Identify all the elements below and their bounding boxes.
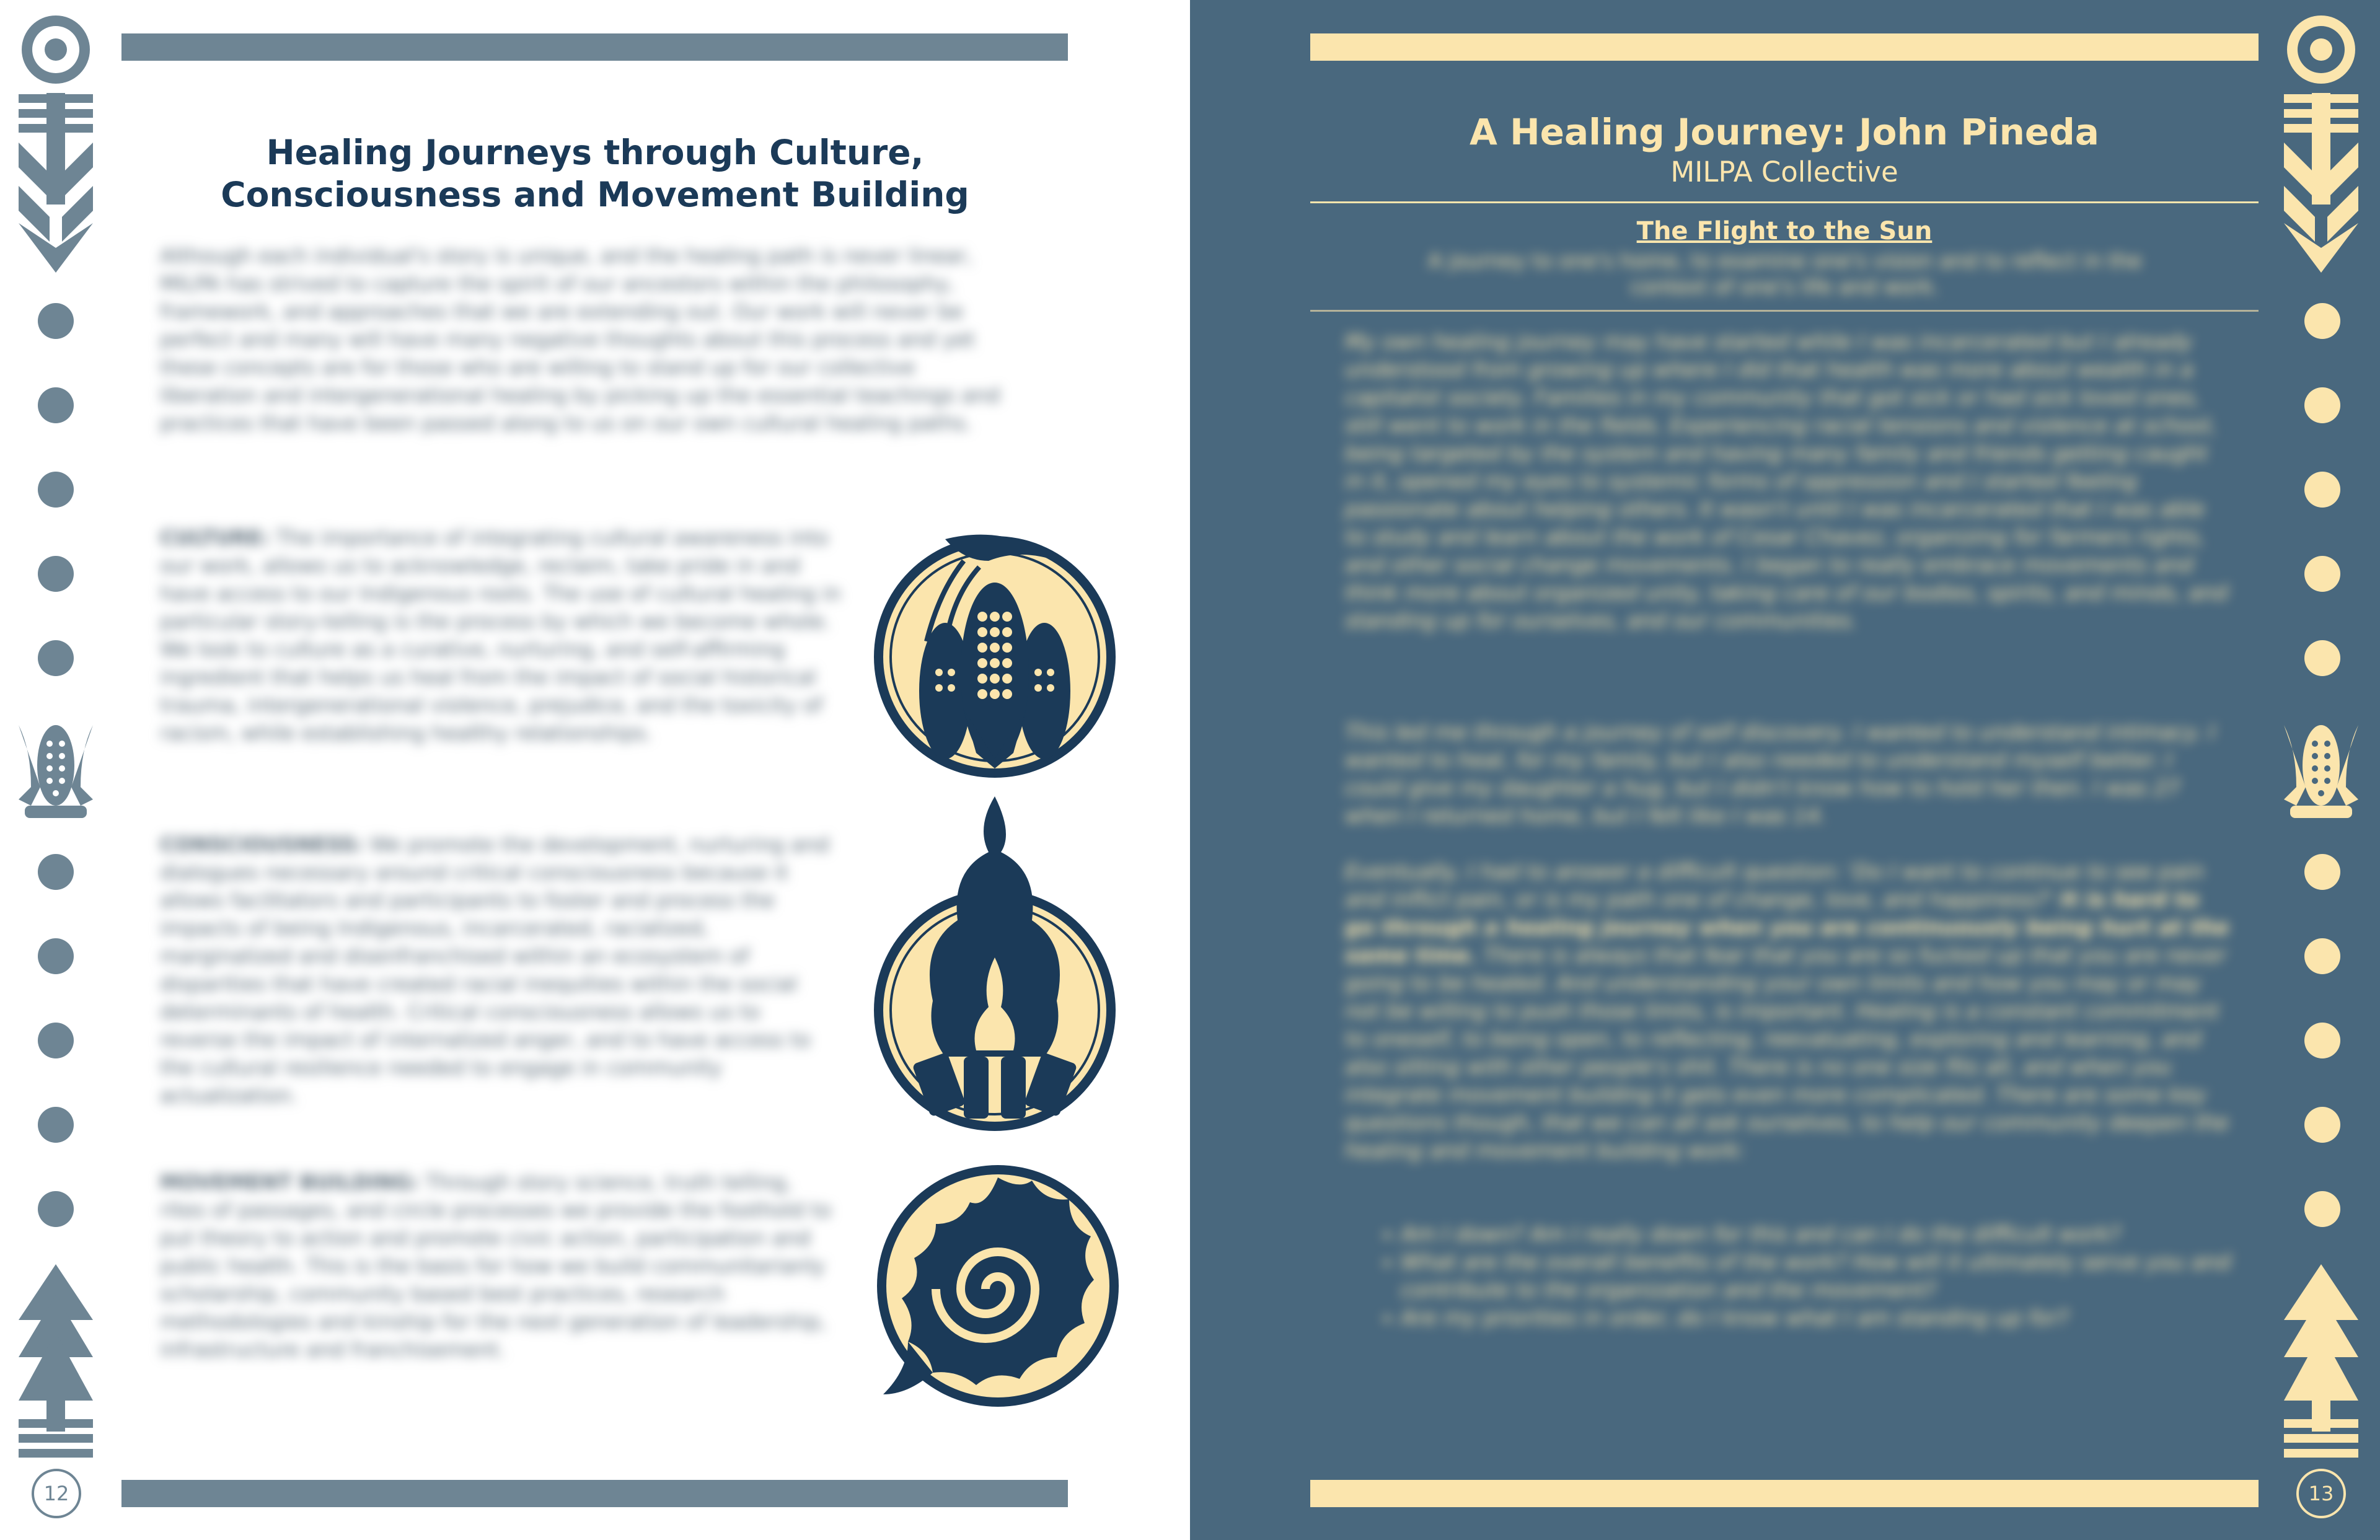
top-rule-left: [121, 33, 1068, 61]
key-questions-list: [1382, 1221, 2237, 1332]
border-dot: [2304, 1191, 2340, 1227]
bottom-rule-left: [121, 1480, 1068, 1507]
border-dot: [38, 303, 74, 339]
page-title-right: A Healing Journey: John Pineda: [1470, 111, 2099, 153]
bottom-rule-right: [1310, 1480, 2259, 1507]
border-dot: [2304, 387, 2340, 423]
section-heading: The Flight to the Sun: [1636, 217, 1933, 245]
movement-building-paragraph: [160, 1168, 842, 1363]
border-dot: [38, 640, 74, 676]
top-border-ornament-left: [12, 12, 99, 279]
list-item: • What are the overall benefits of the work? How will it ultimately serve you and contribute to the organization and the movement?: [1401, 1249, 2237, 1305]
paragraph-3-start: Eventually, I had to answer a difficult question: 'Do I want to continue to see pain and inflict pain, or is my path one of change, love, and happiness?': [1345, 860, 2205, 912]
movement-text: Through story science, truth telling, rites of passages, and circle processes we provide the foothold to put theory to action and promote civic action, participation and public health. This is the basis for how we build communitarianly scholarship, community based best practices, research methodologies and kinship for the next generation of leadership, infrastructure and franchisement.: [160, 1170, 832, 1362]
page-subtitle-right: MILPA Collective: [1670, 156, 1898, 188]
page-number-left: 12: [32, 1469, 81, 1518]
top-rule-right: [1310, 33, 2259, 61]
border-dot: [2304, 303, 2340, 339]
list-item: • Am I down? Am I really down for this and can I do the difficult work?: [1401, 1221, 2237, 1249]
list-item: • Are my priorities in order, do I know what I am standing up for?: [1401, 1305, 2237, 1332]
border-dot: [2304, 938, 2340, 974]
border-dot: [38, 1191, 74, 1227]
border-dot: [2304, 556, 2340, 592]
consciousness-paragraph: [160, 830, 842, 1109]
border-dot: [38, 854, 74, 890]
spiral-shell-emblem-icon: [871, 1165, 1119, 1413]
culture-text: The importance of integrating cultural awareness into our work, allows us to acknowledge, reclaim, take pride in and have access to our Indigenous roots. The use of cultural healing in particular story-telling is the process by which we become whole. We look to culture as a curative, nurturing, and self-affirming ingredient that helps us heal from the impact of social historical trauma, intergenerational violence, prejudice, and the toxicity of racism, while establishing healthy relationships.: [160, 526, 841, 745]
border-dot: [38, 1023, 74, 1058]
culture-paragraph: [160, 524, 842, 747]
paragraph-3-end: There is always that fear that you are so fucked up that you are never going to be healed. And understanding your own limits and how you may or may not be willing to push those limits, is important. Healing is a constant commitment to oneself, to being open, to reflecting, reevaluating, exploring and learning, and also sitting with other people's shit. There is no one size fits all, and when you integrate movement building it gets even more complicated. There are some key questions though, that we can all ask ourselves, to help our community deepen the healing and movement building work:: [1345, 943, 2229, 1163]
border-dot: [2304, 640, 2340, 676]
culture-label: CULTURE:: [160, 526, 270, 550]
corn-emblem-icon: [871, 524, 1119, 784]
story-paragraph-2: This led me through a journey of self discovery. I wanted to understand intimacy. I wanted to heal, for my family, but I also needed to understand myself better. I could give my daughter a hug, but I didn't know how to hold her then. I was 27 when I returned home, but I felt like I was 14.: [1345, 720, 2216, 829]
corn-glyph-icon: [12, 713, 99, 824]
border-dot: [2304, 1107, 2340, 1143]
intro-paragraph-left: Although each individual's story is unique, and the healing path is never linear, MILPA has strived to capture the spirit of our ancestors within the philosophy, framework, and approaches that we are extending out. Our work will never be perfect and many will have many negative thoughts about this process and yet these concepts are for those who are willing to stand up for our collective liberation and intergenerational healing by picking up the essential teachings and practices that have been passed along to us on our own cultural healing paths.: [160, 244, 1000, 435]
corn-glyph-icon: [2278, 713, 2365, 824]
title-divider: [1310, 201, 2259, 203]
fire-emblem-icon: [871, 796, 1119, 1134]
page-number-right: 13: [2296, 1469, 2346, 1518]
bottom-border-ornament-right: [2278, 1264, 2365, 1463]
intro-divider: [1310, 310, 2259, 312]
consciousness-text: We promote the development, nurturing and dialogues necessary around critical consciousness because it allows facilitators and participants to foster and process the impacts of being Indigenous, incarcerated, racialized, marginalized and disenfranchised within an ecosystem of disparities that have created racial inequities within the social determinants of health. Critical consciousness allows us to reverse the impact of internalized anger, and to have access to the cultural resilience needed to engage in community actualization.: [160, 832, 829, 1107]
bottom-border-ornament-left: [12, 1264, 99, 1463]
border-dot: [38, 387, 74, 423]
story-paragraph-3: [1345, 858, 2231, 1165]
consciousness-label: CONSCIOUSNESS:: [160, 832, 364, 856]
intro-paragraph-right: A journey to one's home, to examine one's vision and to reflect in the context of one's life and work.: [1428, 249, 2142, 299]
border-dot: [2304, 472, 2340, 508]
paragraph-3-emphasis: It is hard to go through a healing journey when you are continuously being hurt at the same time.: [1345, 887, 2229, 968]
page-title-left: Healing Journeys through Culture, Consciousness and Movement Building: [221, 133, 969, 214]
story-paragraph-1: My own healing journey may have started while I was incarcerated but I already understood from growing up where I did that health was more about wealth in a capitalist society. Families in my community that got sick or had sick loved ones, still went to work in the fields. Experiencing racial tensions and violence at school, being targeted by the system and having many family and friends getting caught in it, opened my eyes to systemic forms of oppression and I started feeling passionate about helping others. It wasn't until I was incarcerated that I was able to study and learn about the work of Cesar Chavez, organizing for farmers rights, and other social change movements. I began to really embrace movements and think more about organized unity, taking care of our bodies, spirits, and minds, and standing up for ourselves, and our communities.: [1345, 330, 2228, 633]
top-border-ornament-right: [2278, 12, 2365, 279]
movement-label: MOVEMENT BUILDING:: [160, 1170, 419, 1194]
border-dot: [2304, 854, 2340, 890]
border-dot: [38, 556, 74, 592]
border-dot: [38, 1107, 74, 1143]
border-dot: [38, 472, 74, 508]
border-dot: [38, 938, 74, 974]
border-dot: [2304, 1023, 2340, 1058]
